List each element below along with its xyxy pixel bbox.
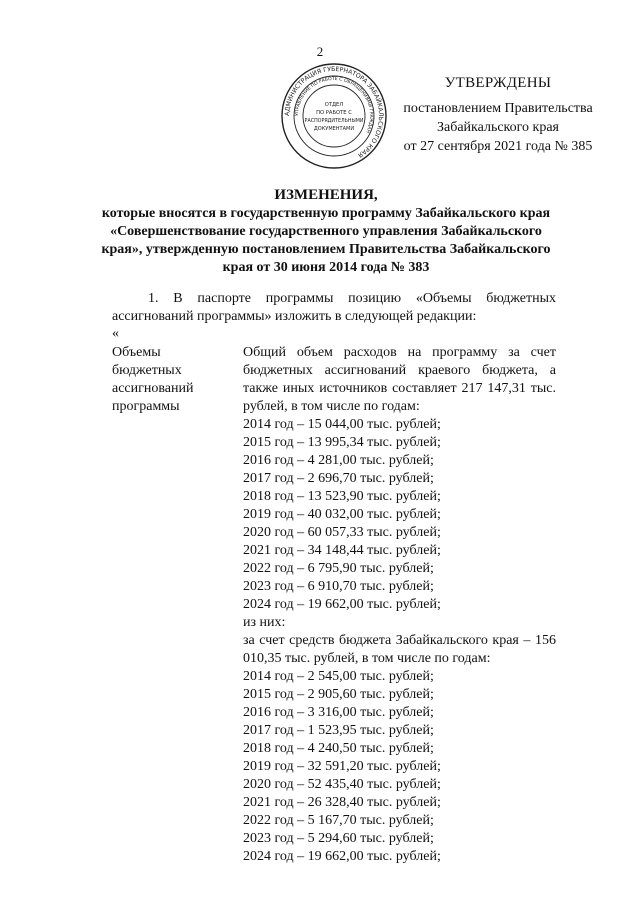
- label-line: программы: [112, 399, 180, 414]
- paragraph-1: 1. В паспорте программы позицию «Объемы бюджетных ассигнований программы» изложить в следующей редакции:: [112, 291, 556, 324]
- year-amount-row: 2020 год – 52 435,40 тыс. рублей;: [243, 777, 441, 792]
- year-amount-row: 2023 год – 6 910,70 тыс. рублей;: [243, 579, 434, 594]
- year-amount-row: 2022 год – 5 167,70 тыс. рублей;: [243, 813, 434, 828]
- label-line: Объемы: [112, 345, 161, 360]
- page-number: 2: [316, 44, 324, 59]
- title-main: ИЗМЕНЕНИЯ,: [274, 187, 378, 203]
- year-amount-row: 2023 год – 5 294,60 тыс. рублей;: [243, 831, 434, 846]
- year-amount-row: 2024 год – 19 662,00 тыс. рублей;: [243, 597, 441, 612]
- title-line-3: края», утвержденную постановлением Правительства Забайкальского: [101, 242, 551, 257]
- regional-by-year-list: [243, 668, 556, 866]
- seal-line-2: ПО РАБОТЕ С: [316, 110, 352, 116]
- year-amount-row: 2016 год – 3 316,00 тыс. рублей;: [243, 705, 434, 720]
- label-line: ассигнований: [112, 381, 194, 396]
- year-amount-row: 2014 год – 2 545,00 тыс. рублей;: [243, 669, 434, 684]
- year-amount-row: 2017 год – 2 696,70 тыс. рублей;: [243, 471, 434, 486]
- document-title: [96, 186, 556, 277]
- year-amount-row: 2022 год – 6 795,90 тыс. рублей;: [243, 561, 434, 576]
- title-line-2: «Совершенствование государственного управления Забайкальского: [110, 224, 542, 239]
- official-seal: [280, 62, 388, 170]
- label-line: бюджетных: [112, 363, 182, 378]
- year-amount-row: 2015 год – 2 905,60 тыс. рублей;: [243, 687, 434, 702]
- seal-ring-text: АДМИНИСТРАЦИЯ ГУБЕРНАТОРА ЗАБАЙКАЛЬСКОГО КРАЯ: [283, 65, 385, 159]
- year-amount-row: 2016 год – 4 281,00 тыс. рублей;: [243, 453, 434, 468]
- year-amount-row: 2020 год – 60 057,33 тыс. рублей;: [243, 525, 441, 540]
- passport-content: [243, 344, 556, 866]
- approval-line-3: от 27 сентября 2021 года № 385: [403, 139, 593, 154]
- title-line-1: которые вносятся в государственную программу Забайкальского края: [101, 206, 551, 221]
- seal-line-3: РАСПОРЯДИТЕЛЬНЫМИ: [304, 119, 364, 124]
- total-text: Общий объем расходов на программу за счет бюджетных ассигнований краевого бюджета, а также иных источников составляет 217 147,31 тыс. рублей, в том числе по годам:: [243, 345, 556, 414]
- passport-label: [112, 344, 222, 416]
- of-them-label: из них:: [243, 615, 286, 630]
- year-amount-row: 2015 год – 13 995,34 тыс. рублей;: [243, 435, 441, 450]
- seal-line-1: ОТДЕЛ: [324, 102, 344, 108]
- regional-text: за счет средств бюджета Забайкальского края – 156 010,35 тыс. рублей, в том числе по годам:: [243, 633, 556, 666]
- seal-line-4: ДОКУМЕНТАМИ: [313, 126, 355, 132]
- year-amount-row: 2021 год – 34 148,44 тыс. рублей;: [243, 543, 441, 558]
- seal-inner-ring-text: УПРАВЛЕНИЕ ПО РАБОТЕ С ОБРАЩЕНИЯМИ ГРАЖДАН: [294, 76, 374, 134]
- title-line-4: края от 30 июня 2014 года № 383: [222, 260, 430, 275]
- year-amount-row: 2019 год – 32 591,20 тыс. рублей;: [243, 759, 441, 774]
- year-amount-row: 2014 год – 15 044,00 тыс. рублей;: [243, 417, 441, 432]
- approval-block: [378, 74, 618, 156]
- quote-open: «: [112, 326, 119, 341]
- year-amount-row: 2021 год – 26 328,40 тыс. рублей;: [243, 795, 441, 810]
- approval-heading: УТВЕРЖДЕНЫ: [444, 75, 552, 91]
- year-amount-row: 2018 год – 4 240,50 тыс. рублей;: [243, 741, 434, 756]
- year-amount-row: 2018 год – 13 523,90 тыс. рублей;: [243, 489, 441, 504]
- total-by-year-list: [243, 416, 556, 614]
- year-amount-row: 2017 год – 1 523,95 тыс. рублей;: [243, 723, 434, 738]
- year-amount-row: 2024 год – 19 662,00 тыс. рублей;: [243, 849, 441, 864]
- year-amount-row: 2019 год – 40 032,00 тыс. рублей;: [243, 507, 441, 522]
- approval-line-2: Забайкальского края: [436, 120, 559, 135]
- approval-line-1: постановлением Правительства: [403, 101, 593, 116]
